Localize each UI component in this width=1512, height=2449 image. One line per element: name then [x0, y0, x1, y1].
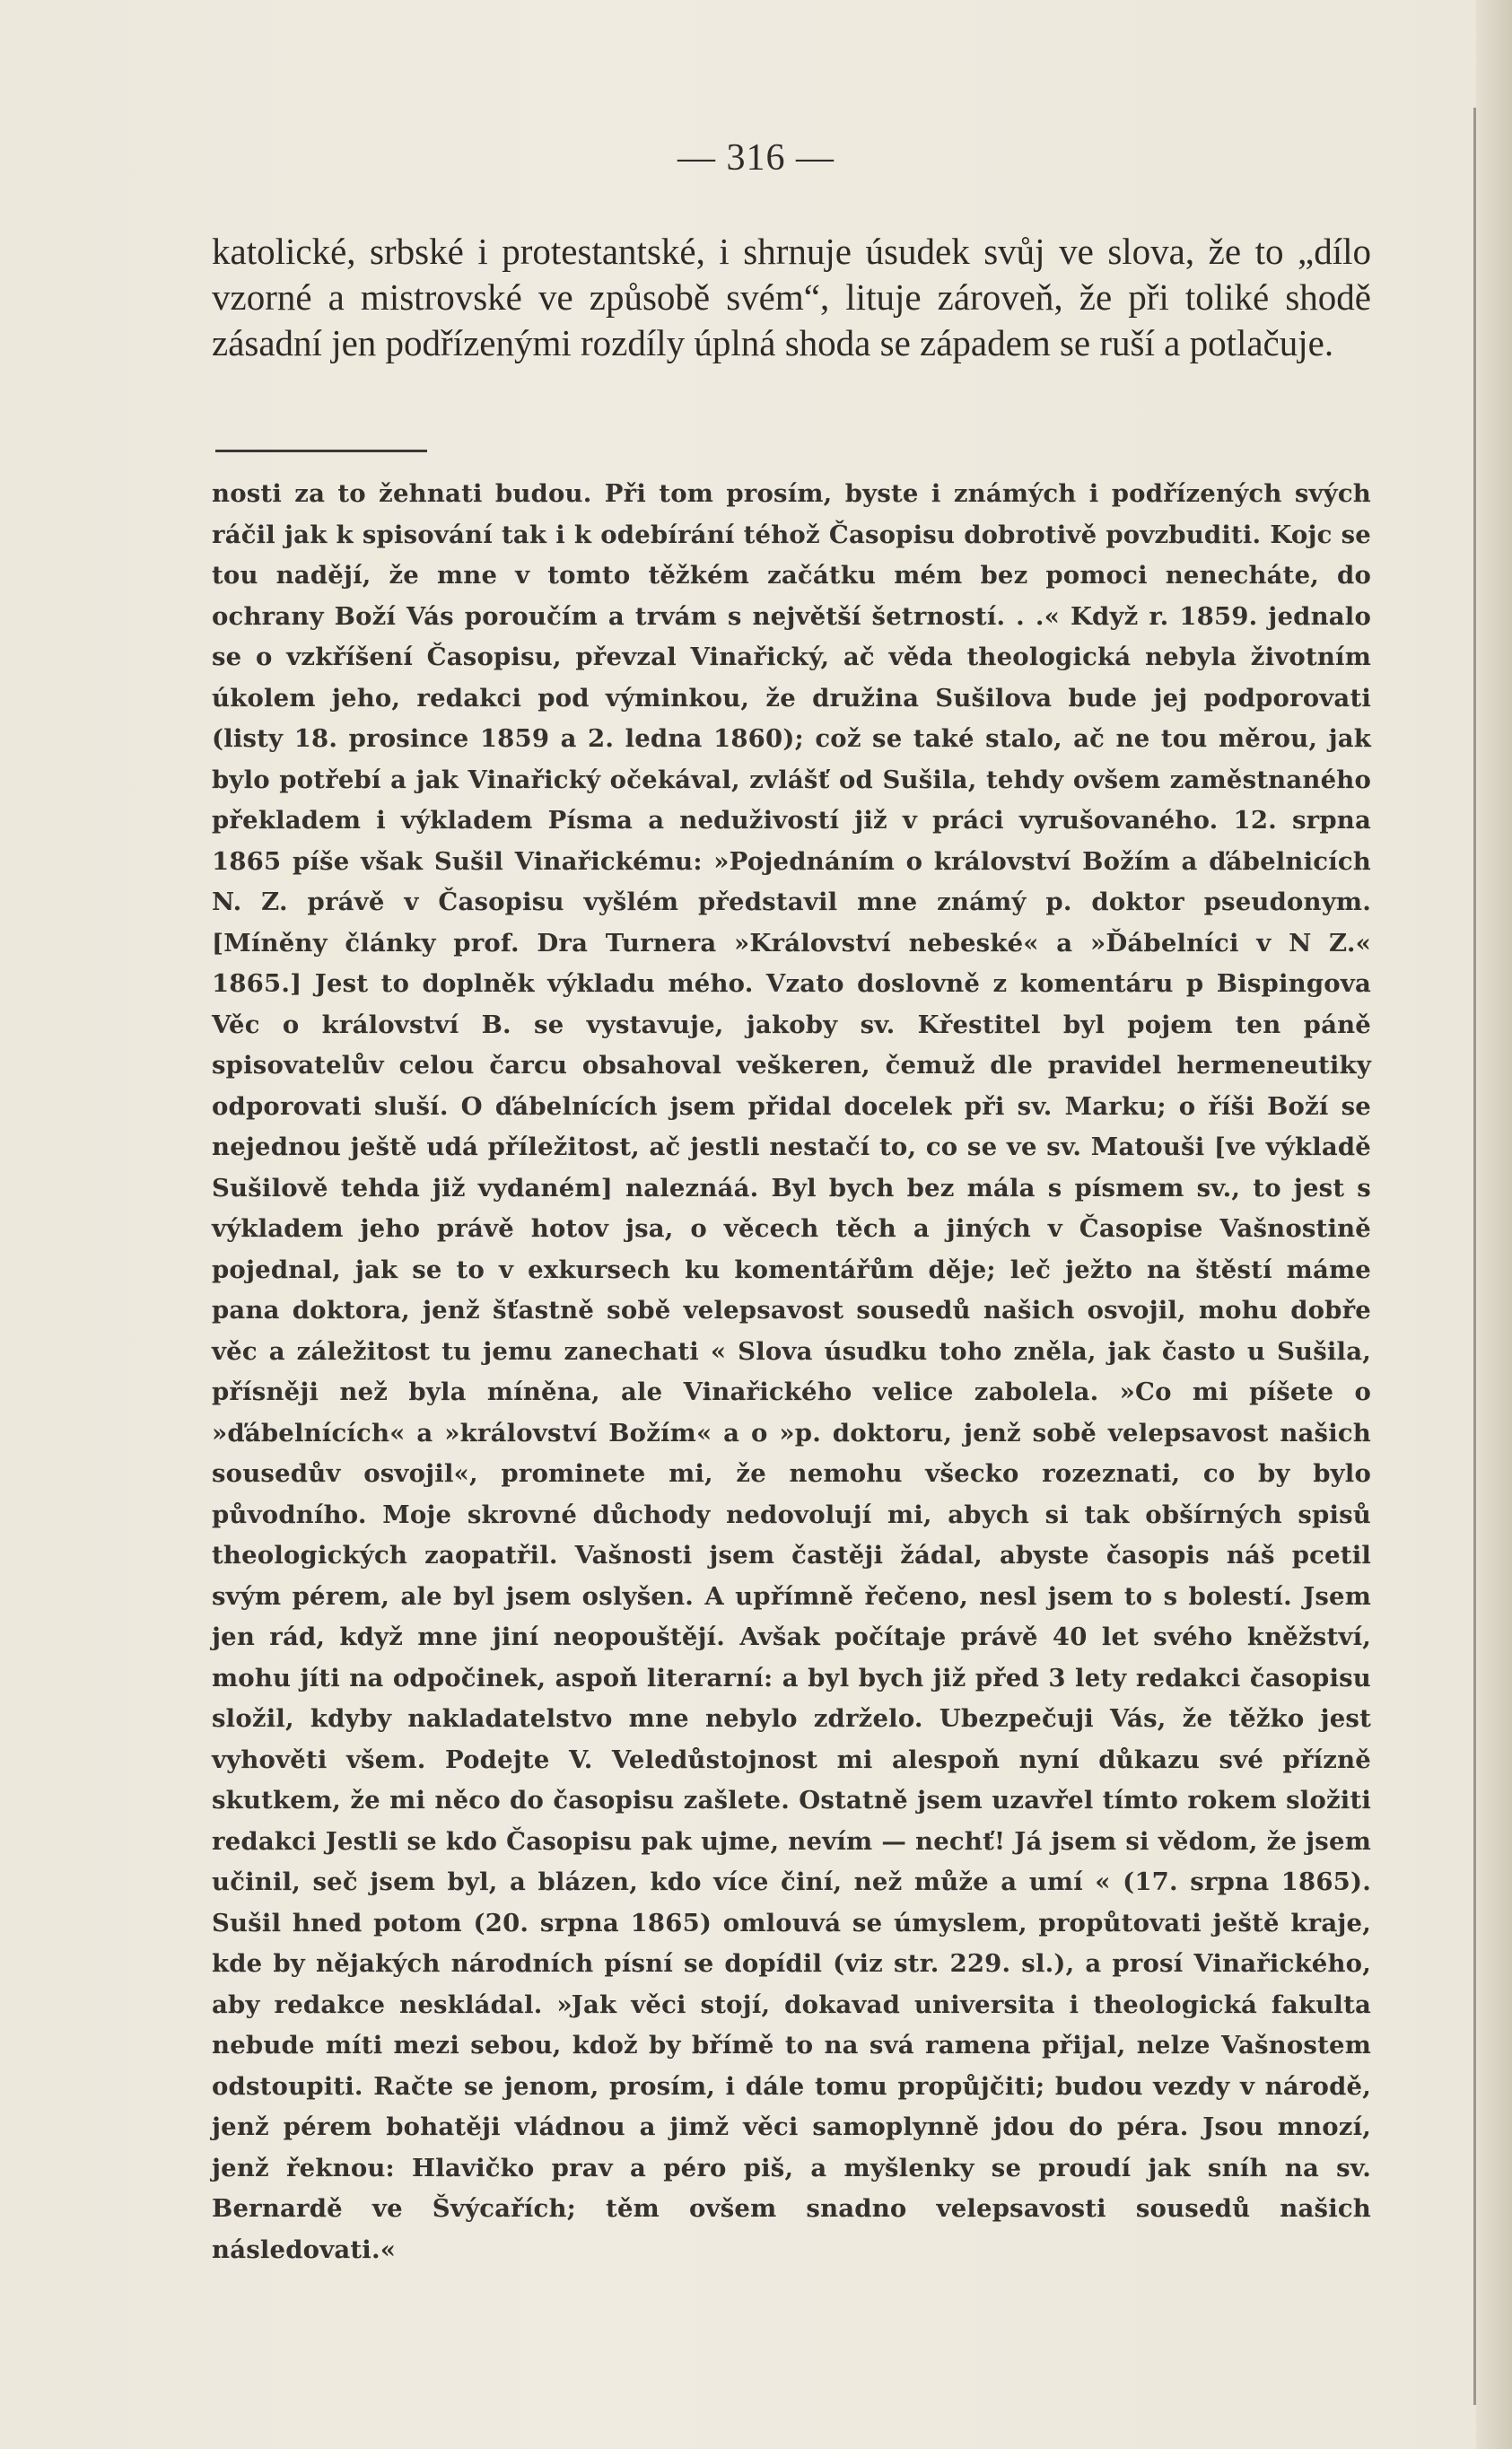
- footnote-separator-rule: [215, 450, 427, 452]
- main-paragraph-text: katolické, srbské i protestantské, i shrnuje úsudek svůj ve slova, že to „dílo vzorné a mistrovské ve způsobě svém“, lituje zároveň, že při toliké shodě zásadní jen podřízenými rozdíly úplná shoda se západem se ruší a potlačuje.: [212, 231, 1371, 363]
- footnote-text: nosti za to žehnati budou. Při tom prosím, byste i známých i podřízených svých ráčil jak k spisování tak i k odebírání téhož Časopisu dobrotivě povzbuditi. Kojc se tou nadějí, že mne v tomto těžkém začátku mém bez pomoci nenecháte, do ochrany Boží Vás poroučím a trvám s největší šetrností. . .« Když r. 1859. jednalo se o vzkříšení Časopisu, převzal Vinařický, ač věda theologická nebyla životním úkolem jeho, redakci pod výminkou, že družina Sušilova bude jej podporovati (listy 18. prosince 1859 a 2. ledna 1860); což se také stalo, ač ne tou měrou, jak bylo potřebí a jak Vinařický očekával, zvlášť od Sušila, tehdy ovšem zaměstnaného překladem i výkladem Písma a neduživostí již v práci vyrušovaného. 12. srpna 1865 píše však Sušil Vinařickému: »Pojednáním o království Božím a ďábelnicích N. Z. právě v Časopisu vyšlém představil mne známý p. doktor pseudonym. [Míněny články prof. Dra Turnera »Království nebeské« a »Ďábelníci v N Z.« 1865.] Jest to doplněk výkladu mého. Vzato doslovně z komentáru p Bispingova Věc o království B. se vystavuje, jakoby sv. Křestitel byl pojem ten páně spisovatelův celou čarcu obsahoval veškeren, čemuž dle pravidel hermeneutiky odporovati sluší. O ďábelnících jsem přidal docelek při sv. Marku; o říši Boží se nejednou ještě udá příležitost, ač jestli nestačí to, co se ve sv. Matouši [ve výkladě Sušilově tehda již vydaném] naleznáá. Byl bych bez mála s písmem sv., to jest s výkladem jeho právě hotov jsa, o věcech těch a jiných v Časopise Vašnostině pojednal, jak se to v exkursech ku komentářům děje; leč ježto na štěstí máme pana doktora, jenž šťastně sobě velepsavost sousedů našich osvojil, mohu dobře věc a záležitost tu jemu zanechati « Slova úsudku toho zněla, jak často u Sušila, přísněji než byla míněna, ale Vinařického velice zabolela. »Co mi píšete o »ďábelnících« a »království Božím« a o »p. doktoru, jenž sobě velepsavost našich sousedův osvojil«, prominete mi, že nemohu všecko rozeznati, co by bylo původního. Moje skrovné důchody nedovolují mi, abych si tak obšírných spisů theologických zaopatřil. Vašnosti jsem častěji žádal, abyste časopis náš pcetil svým pérem, ale byl jsem oslyšen. A upřímně řečeno, nesl jsem to s bolestí. Jsem jen rád, když mne jiní neopouštějí. Avšak počítaje právě 40 let svého kněžství, mohu jíti na odpočinek, aspoň literarní: a byl bych již před 3 lety redakci časopisu složil, kdyby nakladatelstvo mne nebylo zdrželo. Ubezpečuji Vás, že těžko jest vyhověti všem. Podejte V. Veledůstojnost mi alespoň nyní důkazu své přízně skutkem, že mi něco do časopisu zašlete. Ostatně jsem uzavřel tímto rokem složiti redakci Jestli se kdo Časopisu pak ujme, nevím — nechť! Já jsem si vědom, že jsem učinil, seč jsem byl, a blázen, kdo více činí, než může a umí « (17. srpna 1865). Sušil hned potom (20. srpna 1865) omlouvá se úmyslem, propůtovati ještě kraje, kde by nějakých národních písní se dopídil (viz str. 229. sl.), a prosí Vinařického, aby redakce neskládal. »Jak věci stojí, dokavad universita i theologická fakulta nebude míti mezi sebou, kdož by břímě to na svá ramena přijal, nelze Vašnostem odstoupiti. Račte se jenom, prosím, i dále tomu propůjčiti; budou vezdy v národě, jenž pérem bohatěji vládnou a jimž věci samoplynně jdou do péra. Jsou mnozí, jenž řeknou: Hlavičko prav a péro piš, a myšlenky se proudí jak sníh na sv. Bernardě ve Švýcařích; těm ovšem snadno velepsavosti sousedů našich následovati.«: [212, 479, 1371, 2264]
- page-edge-shadow: [1476, 0, 1512, 2449]
- footnote-block: [212, 474, 1371, 2270]
- main-paragraph: [212, 229, 1371, 366]
- binding-line: [1473, 108, 1476, 2405]
- page-number: — 316 —: [677, 137, 835, 179]
